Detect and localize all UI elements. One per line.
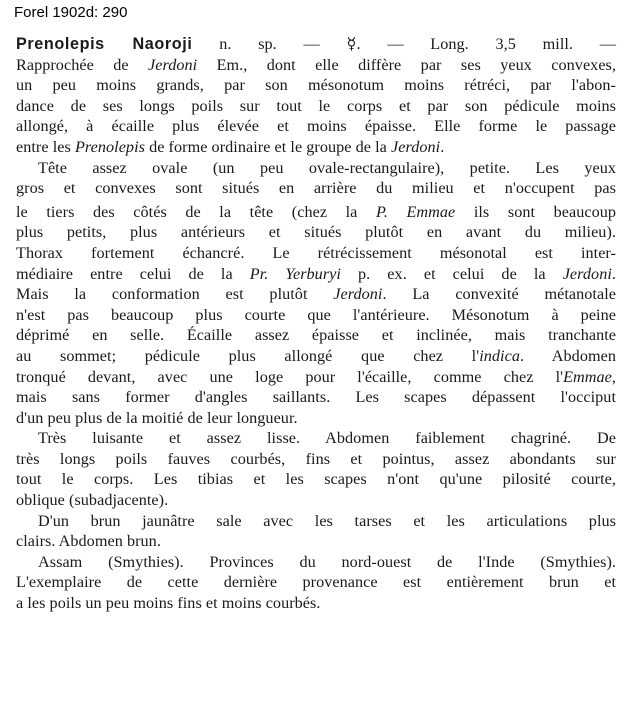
text-segment: . La convexité métanotale: [382, 285, 616, 304]
text-segment: Em., dont elle diffère par ses yeux convexes,: [197, 55, 616, 74]
text-line: [16, 346, 616, 367]
text-segment: . Abdomen: [519, 346, 616, 365]
text-line: [16, 511, 616, 532]
text-segment: n'est pas beaucoup plus courte que l'antérieure. Mésonotum à peine: [16, 305, 616, 324]
text-segment: plus petits, plus antérieurs et situés plutôt en avant du milieu).: [16, 223, 616, 242]
text-segment: a les poils un peu moins fins et moins courbés.: [16, 594, 321, 613]
text-line: [16, 572, 616, 593]
text-line: [16, 305, 616, 326]
text-line: [16, 325, 616, 346]
italic-taxon: Jerdoni: [391, 137, 441, 156]
text-segment: Très luisante et assez lisse. Abdomen faiblement chagriné. De: [38, 429, 616, 448]
text-line: [16, 387, 616, 408]
text-segment: gros et convexes sont situés en arrière du milieu et n'occupent pas: [16, 179, 616, 198]
text-segment: tronqué devant, avec une loge pour l'écaille, comme chez l': [16, 367, 564, 386]
italic-taxon: Jerdoni: [333, 285, 383, 304]
text-segment: .: [440, 137, 445, 156]
text-line: [16, 367, 616, 388]
italic-taxon: P. Emmae: [375, 202, 456, 221]
text-line: [16, 55, 616, 76]
text-segment: Mais la conformation est plutôt: [16, 285, 334, 304]
citation-label: Forel 1902d: 290: [14, 4, 128, 21]
text-line: [16, 593, 616, 614]
text-segment: d'un peu plus de la moitié de leur longueur.: [16, 408, 298, 427]
italic-taxon: indica: [479, 346, 520, 365]
text-segment: .: [611, 264, 616, 283]
text-segment: Rapprochée de: [16, 55, 148, 74]
text-line: [16, 96, 616, 117]
italic-taxon: Emmae: [563, 367, 612, 386]
text-segment: clairs. Abdomen brun.: [16, 532, 161, 551]
italic-taxon: Prenolepis: [74, 137, 145, 156]
text-line: [16, 428, 616, 449]
text-segment: déprimé en selle. Écaille assez épaisse et inclinée, mais tranchante: [16, 326, 616, 345]
text-segment: très longs poils fauves courbés, fins et pointus, assez abondants sur: [16, 449, 616, 468]
text-line: [16, 490, 616, 511]
text-line: [16, 284, 616, 305]
text-segment: allongé, à écaille plus élevée et moins épaisse. Elle forme le passage: [16, 117, 616, 136]
text-segment: Thorax fortement échancré. Le rétrécissement mésonotal est inter-: [16, 243, 616, 262]
text-segment: n. sp. — ☿. — Long. 3,5 mill. —: [192, 35, 616, 53]
text-line: [16, 449, 616, 470]
text-segment: au sommet; pédicule plus allongé que chez l': [16, 346, 480, 365]
text-line: [16, 531, 616, 552]
text-segment: L'exemplaire de cette dernière provenance est entièrement brun et: [16, 573, 616, 592]
text-segment: ils sont beaucoup: [455, 202, 617, 221]
text-line: [16, 469, 616, 490]
italic-taxon: Jerdoni: [147, 55, 198, 74]
text-segment: de forme ordinaire et le groupe de la: [144, 137, 391, 156]
text-line: [16, 243, 616, 264]
text-line: [16, 116, 616, 137]
text-line: [16, 34, 616, 55]
text-segment: dance de ses longs poils sur tout le corps et par son pédicule moins: [16, 96, 616, 115]
text-segment: oblique (subadjacente).: [16, 491, 169, 510]
italic-taxon: Jerdoni: [562, 264, 612, 283]
text-segment: tout le corps. Les tibias et les scapes n'ont qu'une pilosité courte,: [16, 470, 616, 489]
text-line: [16, 137, 616, 158]
text-line: [16, 75, 616, 96]
species-description: [16, 34, 616, 614]
text-line: [16, 202, 616, 223]
text-line: [16, 552, 616, 573]
text-line: [16, 264, 616, 285]
text-segment: le tiers des côtés de la tête (chez la: [16, 202, 376, 221]
text-line: [16, 222, 616, 243]
italic-taxon: Pr. Yerburyi: [249, 264, 341, 283]
text-segment: Tête assez ovale (un peu ovale-rectangulaire), petite. Les yeux: [38, 158, 616, 177]
text-line: [16, 178, 616, 199]
text-line: [16, 158, 616, 179]
text-segment: un peu moins grands, par son mésonotum moins rétréci, par l'abon-: [16, 76, 616, 95]
text-segment: p. ex. et celui de la: [340, 264, 563, 283]
text-segment: entre les: [16, 137, 75, 156]
text-segment: médiaire entre celui de la: [16, 264, 250, 283]
text-segment: Assam (Smythies). Provinces du nord-ouest de l'Inde (Smythies).: [38, 552, 616, 571]
species-name: Prenolepis Naoroji: [16, 35, 193, 53]
text-line: [16, 408, 616, 429]
text-segment: D'un brun jaunâtre sale avec les tarses et les articulations plus: [38, 511, 616, 530]
text-segment: ,: [611, 367, 616, 386]
text-segment: mais sans former d'angles saillants. Les scapes dépassent l'occiput: [16, 388, 616, 407]
